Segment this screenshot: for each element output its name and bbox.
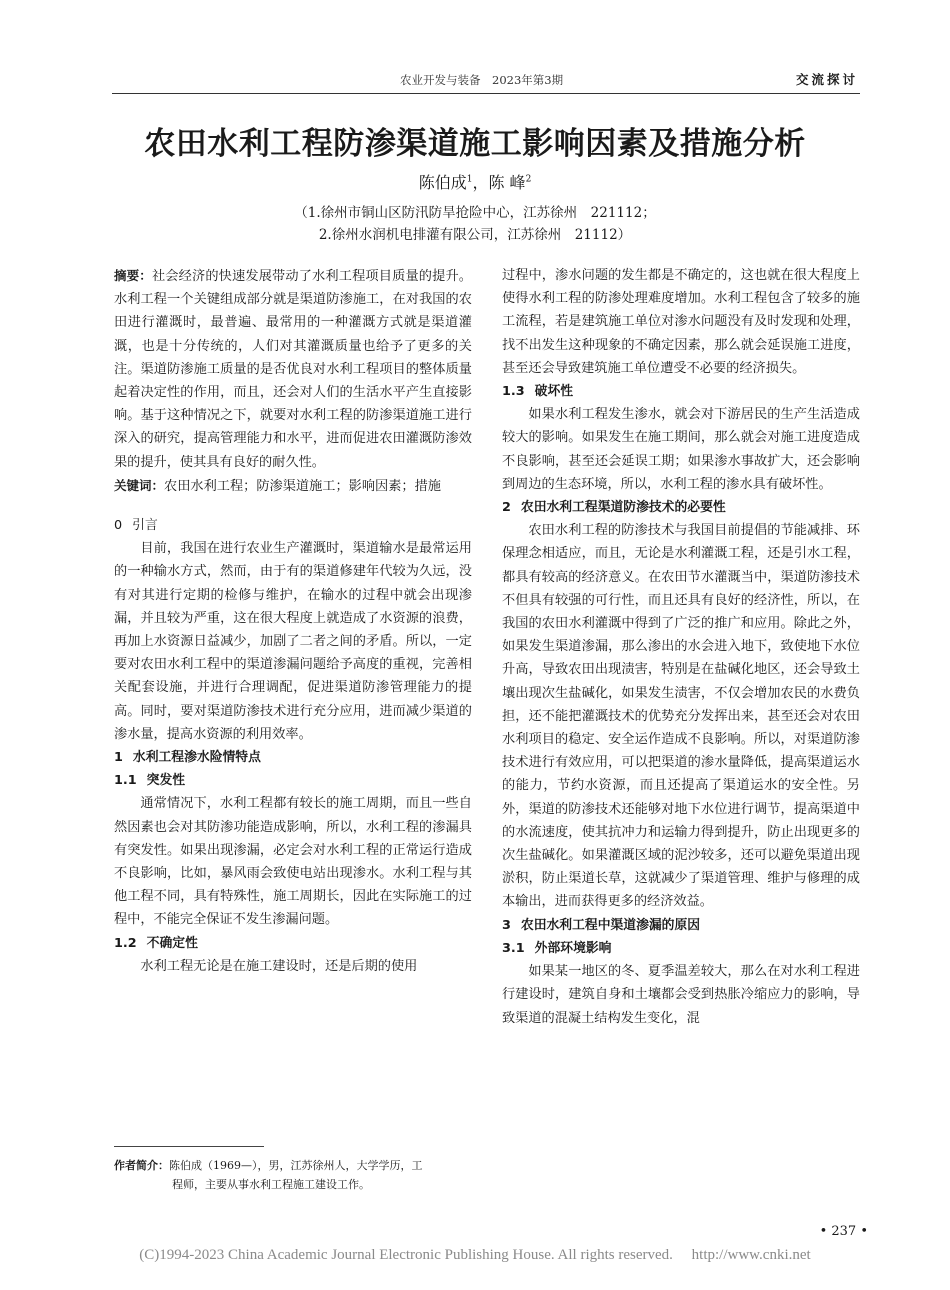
- page-number: • 237 •: [819, 1224, 868, 1239]
- left-column: [114, 264, 472, 978]
- paragraph: 如果水利工程发生渗水，就会对下游居民的生产生活造成较大的影响。如果发生在施工期间，那么就会对施工进度造成不良影响，甚至还会延误工期；如果渗水事故扩大，还会影响到周边的生态环境，所以，水利工程的渗水具有破坏性。: [502, 407, 860, 492]
- author-name: 陈 峰: [488, 173, 526, 192]
- footnote-line: 程师，主要从事水利工程施工建设工作。: [172, 1178, 370, 1191]
- footnote-label: 作者简介：: [114, 1159, 169, 1172]
- keywords-label: 关键词：: [114, 477, 165, 493]
- article-title: 农田水利工程防渗渠道施工影响因素及措施分析: [144, 126, 806, 162]
- section-label: 交流探讨: [795, 72, 858, 87]
- subsection-heading: [502, 937, 860, 960]
- copyright-notice: (C)1994-2023 China Academic Journal Electronic Publishing House. All rights reserved. http://www.cnki.net: [139, 1247, 811, 1263]
- subsection-title: 不确定性: [146, 935, 198, 951]
- section-number: 3: [502, 917, 511, 933]
- subsection-number: 1.3: [502, 384, 525, 400]
- footnote-line: [114, 1156, 476, 1175]
- abstract: [114, 264, 472, 474]
- paragraph: 通常情况下，水利工程都有较长的施工周期，而且一些自然因素也会对其防渗功能造成影响，所以，水利工程的渗漏具有突发性。如果出现渗漏，必定会对水利工程的正常运行造成不良影响，比如，暴风雨会致使电站出现渗水。水利工程与其他工程不同，具有特殊性，施工周期长，因此在实际施工的过程中，不能完全保证不发生渗漏问题。: [114, 796, 472, 928]
- section-heading: [114, 746, 472, 769]
- subsection-title: 突发性: [146, 773, 186, 789]
- section-heading: [502, 496, 860, 519]
- paragraph: 过程中，渗水问题的发生都是不确定的，这也就在很大程度上使得水利工程的防渗处理难度增加。水利工程包含了较多的施工流程，若是建筑施工单位对渗水问题没有及时发现和处理，找不出发生这种现象的不确定因素，那么就会延误施工进度，甚至还会导致建筑施工单位遭受不必要的经济损失。: [502, 268, 860, 376]
- author-name: 陈伯成: [418, 173, 467, 192]
- author-footnote: [114, 1156, 476, 1194]
- section-heading: [502, 914, 860, 937]
- paragraph: 目前，我国在进行农业生产灌溉时，渠道输水是最常运用的一种输水方式，然而，由于有的渠道修建年代较为久远，没有对其进行定期的检修与维护，在输水的过程中就会出现渗漏，并且较为严重，这在很大程度上就造成了水资源的浪费，再加上水资源日益减少，加剧了二者之间的矛盾。所以，一定要对农田水利工程中的渠道渗漏问题给予高度的重视，完善相关配套设施，并进行合理调配，促进渠道防渗管理能力的提高。同时，要对渠道防渗技术进行充分应用，进而减少渠道的渗水量，提高水资源的利用效率。: [114, 541, 472, 742]
- section-heading: [114, 514, 472, 537]
- abstract-label: 摘要：: [114, 268, 152, 283]
- spacer: [114, 498, 472, 514]
- section-title: 引言: [132, 518, 158, 534]
- running-header: [112, 68, 860, 92]
- section-title: 水利工程渗水险情特点: [132, 750, 261, 766]
- subsection-title: 破坏性: [534, 384, 574, 400]
- author-line: [0, 170, 950, 193]
- subsection-number: 3.1: [502, 940, 525, 956]
- subsection-heading: [114, 932, 472, 955]
- keywords: [114, 474, 472, 498]
- author-separator: ，: [472, 173, 489, 192]
- affiliation-mark: 2: [525, 174, 532, 185]
- right-column: [502, 264, 860, 1030]
- journal-issue: 农业开发与装备 2023年第3期: [400, 73, 564, 87]
- footnote-rule: [114, 1146, 264, 1147]
- affiliation: 2.徐州水润机电排灌有限公司，江苏徐州 21112）: [318, 227, 632, 243]
- subsection-number: 1.2: [114, 935, 137, 951]
- section-title: 农田水利工程中渠道渗漏的原因: [520, 917, 701, 933]
- section-title: 农田水利工程渠道防渗技术的必要性: [520, 500, 726, 516]
- subsection-number: 1.1: [114, 773, 137, 789]
- subsection-heading: [502, 380, 860, 403]
- section-number: 2: [502, 500, 511, 516]
- section-number: 1: [114, 750, 123, 766]
- abstract-text: 社会经济的快速发展带动了水利工程项目质量的提升。水利工程一个关键组成部分就是渠道防渗施工，在对我国的农田进行灌溉时，最普遍、最常用的一种灌溉方式就是渠道灌溉，也是十分传统的，人们对其灌溉质量也给予了更多的关注。渠道防渗施工质量的是否优良对水利工程项目的整体质量起着决定性的作用，而且，还会对人们的生活水平产生直接影响。基于这种情况之下，就要对水利工程的防渗渠道施工进行深入的研究，提高管理能力和水平，进而促进农田灌溉防渗效果的提升，使其具有良好的耐久性。: [114, 269, 472, 470]
- header-rule: [112, 93, 860, 94]
- footnote-text: 陈伯成（1969—），男，江苏徐州人，大学学历，工: [169, 1159, 423, 1172]
- section-number: 0: [114, 518, 123, 534]
- subsection-heading: [114, 769, 472, 792]
- affiliation: （1.徐州市铜山区防汛防旱抢险中心，江苏徐州 221112；: [294, 205, 656, 221]
- subsection-title: 外部环境影响: [534, 940, 612, 956]
- paragraph: 农田水利工程的防渗技术与我国目前提倡的节能减排、环保理念相适应，而且，无论是水利灌溉工程，还是引水工程，都具有较高的经济意义。在农田节水灌溉当中，渠道防渗技术不但具有较强的可行性，而且还具有良好的经济性，所以，在我国的农田水利灌溉中得到了广泛的推广和应用。除此之外，如果发生渠道渗漏，那么渗出的水会进入地下，致使地下水位升高，导致农田出现渍害，特别是在盐碱化地区，还会导致土壤出现次生盐碱化，如果发生渍害，不仅会增加农民的水费负担，还不能把灌溉技术的优势充分发挥出来，甚至还会对农田水利项目的稳定、安全运作造成不良影响。所以，对渠道防渗技术进行有效应用，可以把渠道的渗水量降低，提高渠道运水的能力，节约水资源，而且还提高了渠道运水的安全性。另外，渠道的防渗技术还能够对地下水位进行调节，提高渠道中的水流速度，使其抗冲力和运输力得到提升，防止出现更多的次生盐碱化。如果灌溉区域的泥沙较多，还可以避免渠道出现淤积，防止渠道长草，这就减少了渠道管理、维护与修理的成本输出，进而获得更多的经济效益。: [502, 523, 860, 910]
- paragraph: 水利工程无论是在施工建设时，还是后期的使用: [140, 958, 418, 974]
- affiliation-mark: 1: [466, 174, 473, 185]
- keywords-text: 农田水利工程；防渗渠道施工；影响因素；措施: [164, 478, 441, 494]
- paragraph: 如果某一地区的冬、夏季温差较大，那么在对水利工程进行建设时，建筑自身和土壤都会受到热胀冷缩应力的影响，导致渠道的混凝土结构发生变化，混: [502, 964, 860, 1026]
